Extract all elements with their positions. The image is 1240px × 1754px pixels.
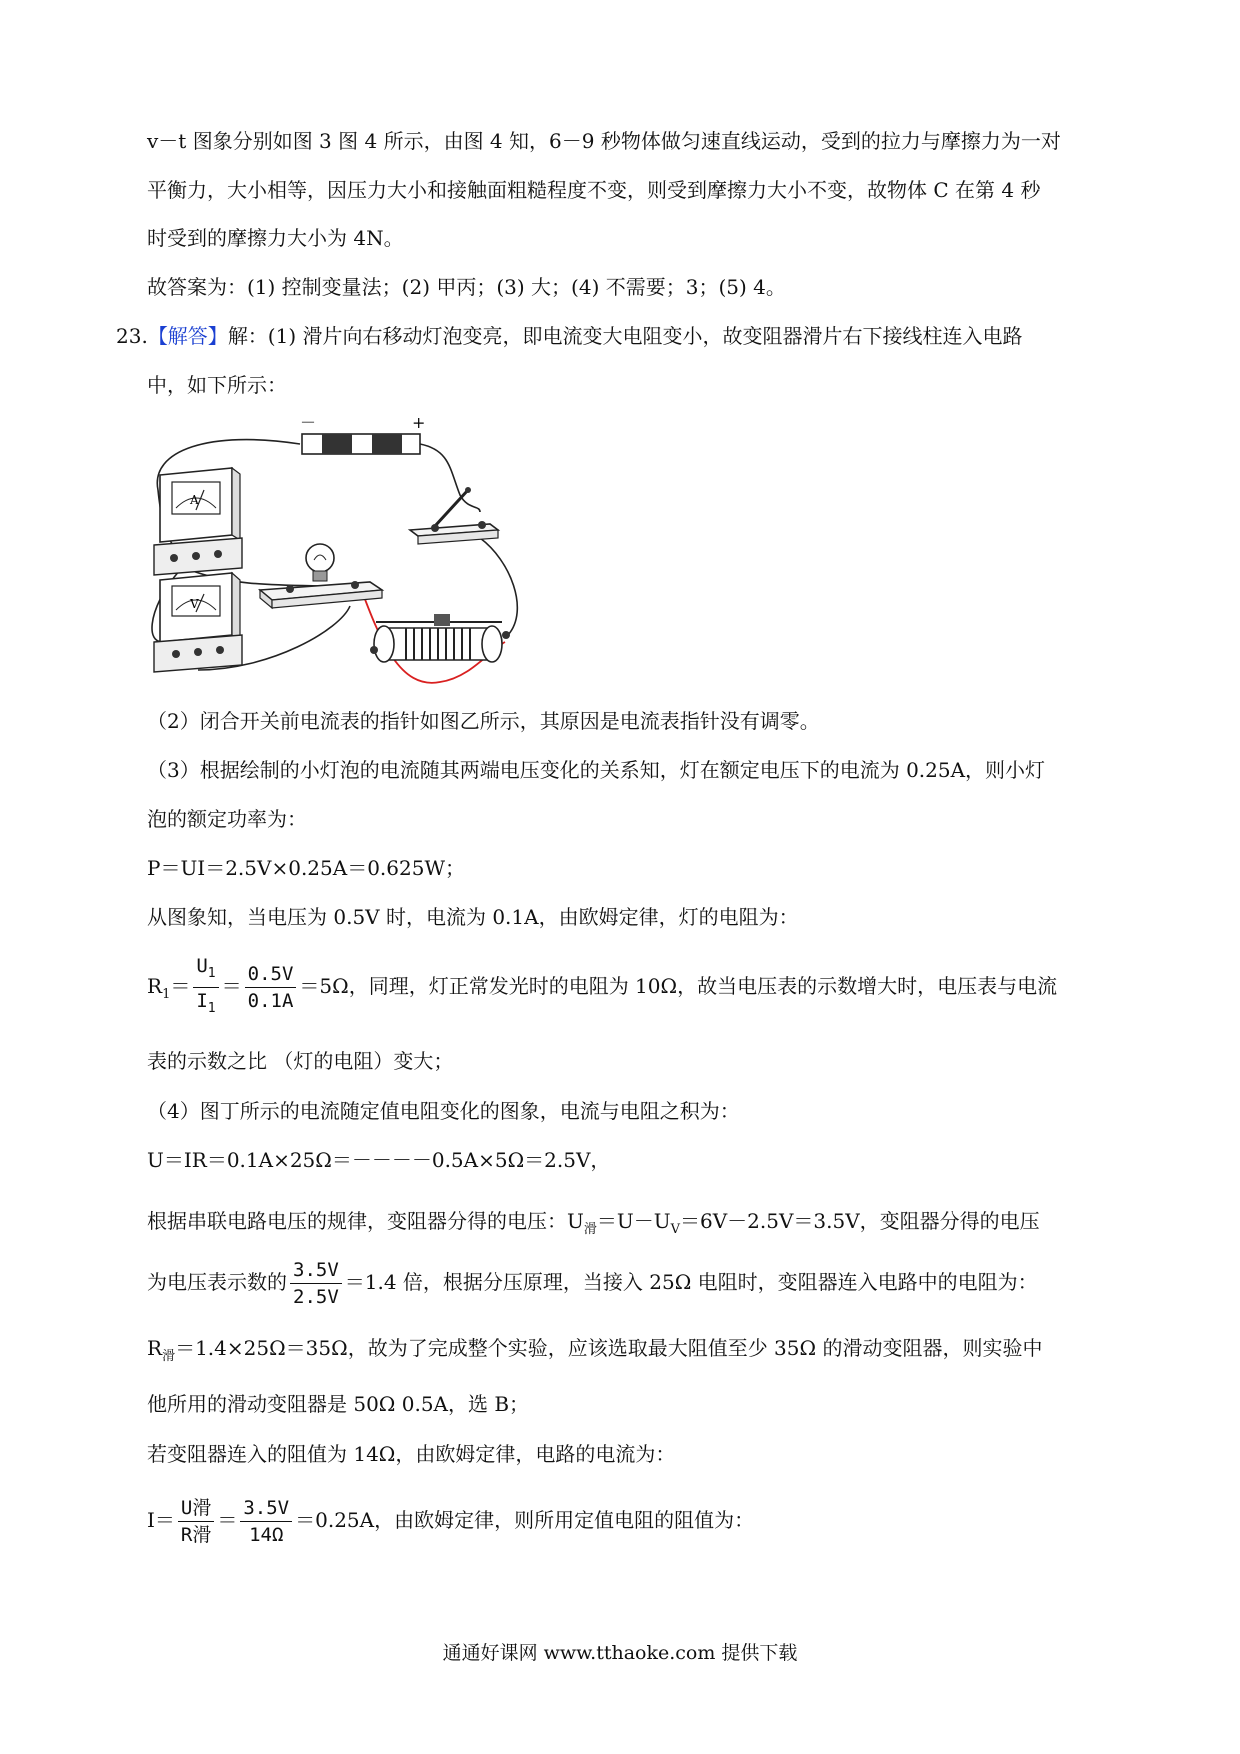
text-line-12: $R_1=$ $\frac{U_1}{I_1}$ ＝ $\frac{0.5V}{0.1A}$ ＝5Ω，同理，灯正常发光时的电阻为 10Ω，故当电压表的示数增大时，电压表与电流 <box>147 953 1057 1025</box>
text-line-17: 为电压表示数的 $\frac{3.5V}{2.5V}$ ＝1.4 倍，根据分压原理，当接入 25Ω 电阻时，变阻器连入电路中的电阻为： <box>147 1259 1038 1308</box>
switch-icon <box>410 487 498 544</box>
resistance-symbol: R <box>147 973 163 998</box>
text-line-16: 根据串联电路电压的规律，变阻器分得的电压：$U_滑=U-U_V=6V-2.5V=3.5V$，变阻器分得的电压 <box>147 1209 1040 1237</box>
text-line-4: 故答案为：(1) 控制变量法；(2) 甲丙；(3) 大；(4) 不需要；3；(5) 4。 <box>147 275 786 299</box>
battery-icon <box>300 413 425 454</box>
page-footer: 通通好课网 www.tthaoke.com 提供下载 <box>442 1642 798 1664</box>
text-line-14: （4）图丁所示的电流随定值电阻变化的图象，电流与电阻之积为： <box>147 1099 740 1123</box>
wire-switch-rheostat <box>480 538 517 635</box>
question-23-line <box>116 322 1023 350</box>
text-line-19: 他所用的滑动变阻器是 50Ω 0.5A，选 B； <box>147 1392 530 1416</box>
battery-plus-label: + <box>412 413 426 432</box>
text-line-20: 若变阻器连入的阻值为 14Ω，由欧姆定律，电路的电流为： <box>147 1442 676 1466</box>
text-line-10: P＝UI＝2.5V×0.25A＝0.625W； <box>147 856 466 880</box>
resistance-subscript: 1 <box>162 986 171 1002</box>
text-line-2: 平衡力，大小相等，因压力大小和接触面粗糙程度不变，则受到摩擦力大小不变，故物体 C 在第 4 秒 <box>147 178 1041 202</box>
fraction-05v-01a: $\frac{0.5V}{0.1A}$ <box>245 961 297 1014</box>
wire-battery-switch <box>420 444 480 512</box>
fraction-u-r: $\frac{\text{U滑}}{\text{R滑}}$ <box>178 1495 214 1548</box>
rheostat-icon <box>370 614 510 662</box>
text-line-1: v－t 图象分别如图 3 图 4 所示，由图 4 知，6－9 秒物体做匀速直线运动，受到的拉力与摩擦力为一对 <box>147 129 1061 153</box>
text-line-13: 表的示数之比 （灯的电阻）变大； <box>147 1049 454 1073</box>
question-text: 解：(1) 滑片向右移动灯泡变亮，即电流变大电阻变小，故变阻器滑片右下接线柱连入电路 <box>227 324 1023 348</box>
battery-minus-label: － <box>300 413 317 432</box>
text-line-3: 时受到的摩擦力大小为 4N。 <box>147 226 404 250</box>
text-line-7: （2）闭合开关前电流表的指针如图乙所示，其原因是电流表指针没有调零。 <box>147 709 820 733</box>
fraction-35v-25v: $\frac{3.5V}{2.5V}$ <box>290 1257 342 1310</box>
text-line-9: 泡的额定功率为： <box>147 807 307 831</box>
question-number: 23. <box>116 324 148 348</box>
text-line-21: I＝ $\frac{\text{U滑}}{\text{R滑}}$ ＝ $\frac{3.5V}{14\Omega}$ ＝0.25A，由欧姆定律，则所用定值电阻的阻值为： <box>147 1497 755 1546</box>
ammeter-icon <box>154 468 242 575</box>
answer-tag: 【解答】 <box>147 324 228 348</box>
text-line-6: 中，如下所示： <box>147 373 287 397</box>
fraction-35v-14ohm: $\frac{3.5V}{14\Omega}$ <box>240 1495 292 1548</box>
light-bulb-icon <box>260 544 382 608</box>
text-line-18: $R_滑=1.4\times 25\Omega=35\Omega$，故为了完成整个实验，应该选取最大阻值至少 35Ω 的滑动变阻器，则实验中 <box>147 1336 1043 1364</box>
text-line-11: 从图象知，当电压为 0.5V 时，电流为 0.1A，由欧姆定律，灯的电阻为： <box>147 905 799 929</box>
voltmeter-icon <box>154 573 242 672</box>
text-line-15: U＝IR＝0.1A×25Ω＝－－－－0.5A×5Ω＝2.5V， <box>147 1148 611 1172</box>
circuit-diagram <box>150 410 570 690</box>
line-12-rest: ＝5Ω，同理，灯正常发光时的电阻为 10Ω，故当电压表的示数增大时，电压表与电流 <box>299 973 1058 998</box>
ammeter-label: A <box>190 493 199 507</box>
text-line-8: （3）根据绘制的小灯泡的电流随其两端电压变化的关系知，灯在额定电压下的电流为 0.25A，则小灯 <box>147 758 1046 782</box>
fraction-u1-i1: $\frac{U_1}{I_1}$ <box>193 953 218 1022</box>
voltmeter-label: V <box>190 597 199 611</box>
